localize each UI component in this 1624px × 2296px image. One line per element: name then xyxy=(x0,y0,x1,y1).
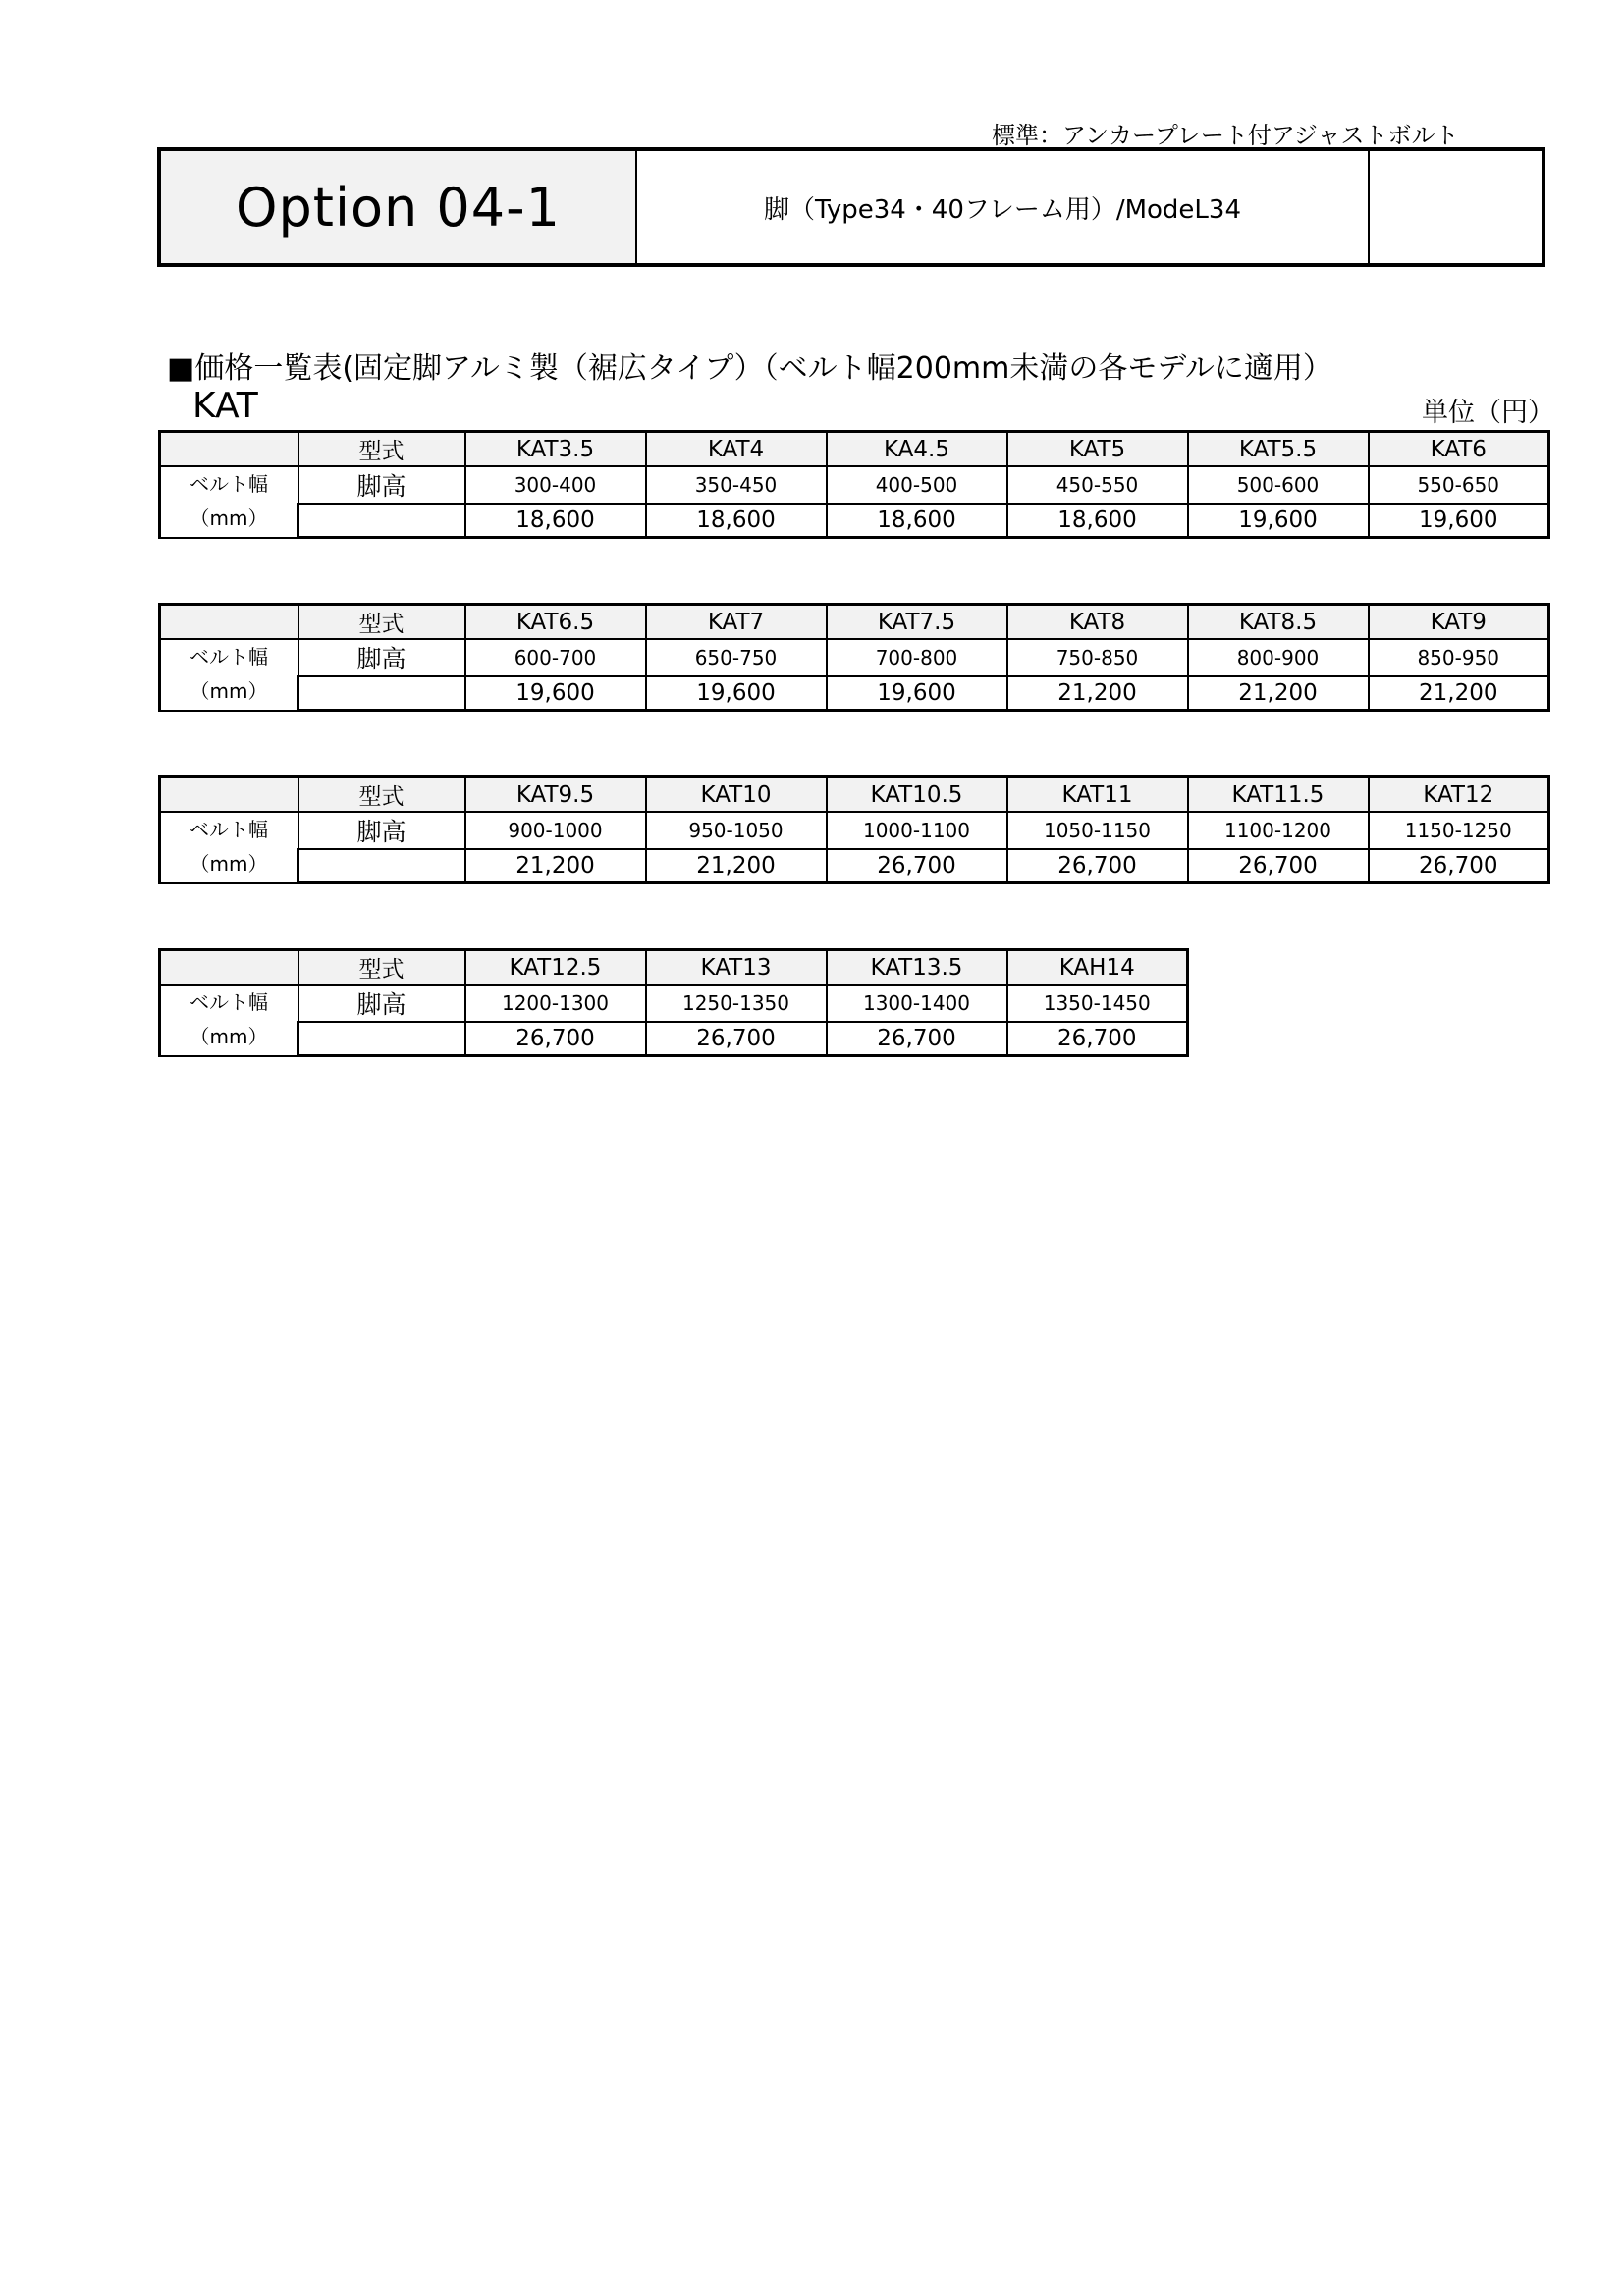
price-label-blank xyxy=(298,1022,465,1056)
height-cell: 650-750 xyxy=(646,639,827,676)
height-cell: 300-400 xyxy=(465,466,646,504)
price-cell: 21,200 xyxy=(465,849,646,883)
price-table-3 xyxy=(158,775,1550,884)
model-row xyxy=(160,950,1188,986)
leg-height-label: 脚高 xyxy=(298,466,465,504)
model-cell: KAT8 xyxy=(1007,605,1188,640)
leg-height-row xyxy=(160,639,1549,676)
price-row xyxy=(160,849,1549,883)
height-cell: 1150-1250 xyxy=(1369,812,1549,849)
model-cell: KAT4 xyxy=(646,432,827,467)
price-label-blank xyxy=(298,676,465,711)
model-cell: KAT6.5 xyxy=(465,605,646,640)
price-cell: 26,700 xyxy=(1188,849,1369,883)
price-cell: 26,700 xyxy=(827,849,1007,883)
height-cell: 350-450 xyxy=(646,466,827,504)
model-cell: KAT5 xyxy=(1007,432,1188,467)
option-description: 脚（Type34・40フレーム用）/ModeL34 xyxy=(637,151,1370,263)
model-cell: KAT11.5 xyxy=(1188,777,1369,813)
option-blank-cell xyxy=(1370,151,1542,263)
model-cell: KAT13 xyxy=(646,950,827,986)
height-cell: 1100-1200 xyxy=(1188,812,1369,849)
price-cell: 26,700 xyxy=(1007,1022,1188,1056)
model-cell: KAT13.5 xyxy=(827,950,1007,986)
price-cell: 19,600 xyxy=(827,676,1007,711)
height-cell: 750-850 xyxy=(1007,639,1188,676)
model-cell: KAT3.5 xyxy=(465,432,646,467)
height-cell: 1250-1350 xyxy=(646,985,827,1022)
belt-width-text: ベルト幅 xyxy=(189,818,268,842)
model-cell: KA4.5 xyxy=(827,432,1007,467)
leg-height-row xyxy=(160,812,1549,849)
corner-cell xyxy=(160,950,298,986)
mm-unit-text: （mm） xyxy=(189,679,268,704)
belt-width-text: ベルト幅 xyxy=(189,645,268,669)
model-cell: KAT10 xyxy=(646,777,827,813)
leg-height-row xyxy=(160,466,1549,504)
height-cell: 500-600 xyxy=(1188,466,1369,504)
model-label: 型式 xyxy=(298,950,465,986)
price-table-1 xyxy=(158,430,1550,539)
model-cell: KAT7.5 xyxy=(827,605,1007,640)
height-cell: 1050-1150 xyxy=(1007,812,1188,849)
leg-height-label: 脚高 xyxy=(298,985,465,1022)
price-cell: 21,200 xyxy=(1369,676,1549,711)
height-cell: 400-500 xyxy=(827,466,1007,504)
height-cell: 950-1050 xyxy=(646,812,827,849)
price-cell: 18,600 xyxy=(646,504,827,538)
price-cell: 21,200 xyxy=(646,849,827,883)
standard-note: 標準：アンカープレート付アジャストボルト xyxy=(992,122,1459,149)
height-cell: 1350-1450 xyxy=(1007,985,1188,1022)
leg-height-row xyxy=(160,985,1188,1022)
height-cell: 1200-1300 xyxy=(465,985,646,1022)
model-cell: KAT12 xyxy=(1369,777,1549,813)
model-row xyxy=(160,777,1549,813)
mm-unit-text: （mm） xyxy=(189,1025,268,1049)
series-name: KAT xyxy=(192,386,258,426)
price-cell: 18,600 xyxy=(465,504,646,538)
height-cell: 700-800 xyxy=(827,639,1007,676)
height-cell: 1000-1100 xyxy=(827,812,1007,849)
leg-height-label: 脚高 xyxy=(298,639,465,676)
height-cell: 1300-1400 xyxy=(827,985,1007,1022)
model-cell: KAT12.5 xyxy=(465,950,646,986)
height-cell: 450-550 xyxy=(1007,466,1188,504)
model-label: 型式 xyxy=(298,605,465,640)
belt-width-label xyxy=(160,812,298,883)
price-cell: 26,700 xyxy=(646,1022,827,1056)
price-label-blank xyxy=(298,849,465,883)
price-cell: 19,600 xyxy=(646,676,827,711)
price-cell: 19,600 xyxy=(1188,504,1369,538)
model-row xyxy=(160,605,1549,640)
model-cell: KAT7 xyxy=(646,605,827,640)
height-cell: 850-950 xyxy=(1369,639,1549,676)
corner-cell xyxy=(160,432,298,467)
price-table-4 xyxy=(158,948,1189,1057)
model-cell: KAT11 xyxy=(1007,777,1188,813)
section-title: ■価格一覧表(固定脚アルミ製（裾広タイプ）（ベルト幅200mm未満の各モデルに適用） xyxy=(167,351,1332,386)
price-cell: 18,600 xyxy=(827,504,1007,538)
height-cell: 550-650 xyxy=(1369,466,1549,504)
price-cell: 21,200 xyxy=(1188,676,1369,711)
price-cell: 26,700 xyxy=(1369,849,1549,883)
option-number: Option 04-1 xyxy=(161,151,637,263)
model-cell: KAT5.5 xyxy=(1188,432,1369,467)
unit-label: 単位（円） xyxy=(1422,398,1554,428)
leg-height-label: 脚高 xyxy=(298,812,465,849)
price-cell: 19,600 xyxy=(465,676,646,711)
price-row xyxy=(160,504,1549,538)
corner-cell xyxy=(160,777,298,813)
belt-width-text: ベルト幅 xyxy=(189,990,268,1015)
price-row xyxy=(160,676,1549,711)
model-cell: KAT9 xyxy=(1369,605,1549,640)
price-cell: 18,600 xyxy=(1007,504,1188,538)
price-cell: 26,700 xyxy=(1007,849,1188,883)
mm-unit-text: （mm） xyxy=(189,852,268,877)
price-row xyxy=(160,1022,1188,1056)
height-cell: 800-900 xyxy=(1188,639,1369,676)
model-cell: KAT6 xyxy=(1369,432,1549,467)
belt-width-label xyxy=(160,985,298,1056)
model-cell: KAT9.5 xyxy=(465,777,646,813)
option-header xyxy=(157,147,1545,267)
model-label: 型式 xyxy=(298,777,465,813)
price-label-blank xyxy=(298,504,465,538)
height-cell: 900-1000 xyxy=(465,812,646,849)
price-cell: 19,600 xyxy=(1369,504,1549,538)
model-cell: KAT8.5 xyxy=(1188,605,1369,640)
model-cell: KAT10.5 xyxy=(827,777,1007,813)
price-cell: 26,700 xyxy=(827,1022,1007,1056)
price-table-2 xyxy=(158,603,1550,712)
model-cell: KAH14 xyxy=(1007,950,1188,986)
belt-width-label xyxy=(160,639,298,711)
mm-unit-text: （mm） xyxy=(189,507,268,531)
model-row xyxy=(160,432,1549,467)
model-label: 型式 xyxy=(298,432,465,467)
height-cell: 600-700 xyxy=(465,639,646,676)
belt-width-label xyxy=(160,466,298,538)
corner-cell xyxy=(160,605,298,640)
price-cell: 21,200 xyxy=(1007,676,1188,711)
belt-width-text: ベルト幅 xyxy=(189,472,268,497)
price-cell: 26,700 xyxy=(465,1022,646,1056)
